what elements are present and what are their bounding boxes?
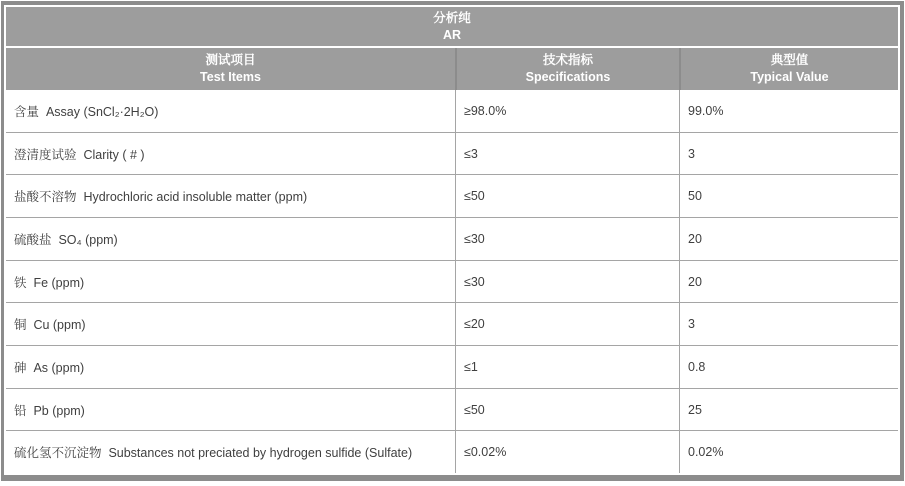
specification-cell: ≤20 bbox=[455, 303, 679, 345]
test-item-cell: 砷 As (ppm) bbox=[14, 360, 85, 375]
column-header-cn: 典型值 bbox=[770, 52, 809, 67]
table-row-sulfate bbox=[6, 218, 898, 261]
column-header-row bbox=[6, 48, 898, 90]
typical-value-cell: 3 bbox=[679, 133, 898, 175]
column-header-en: Specifications bbox=[525, 70, 611, 84]
specification-cell: ≤1 bbox=[455, 346, 679, 388]
table-body bbox=[6, 90, 898, 473]
specification-cell: ≤50 bbox=[455, 175, 679, 217]
test-item-cell: 盐酸不溶物 Hydrochloric acid insoluble matter (ppm) bbox=[14, 190, 308, 205]
grade-header-band bbox=[6, 7, 898, 46]
specification-cell: ≤3 bbox=[455, 133, 679, 175]
test-item-cell: 铜 Cu (ppm) bbox=[14, 318, 86, 333]
test-item-cell: 澄清度试验 Clarity ( # ) bbox=[14, 147, 145, 162]
column-header-test-items bbox=[6, 48, 455, 90]
test-item-cell: 硫化氢不沉淀物 Substances not preciated by hydrogen sulfide (Sulfate) bbox=[14, 446, 413, 461]
column-header-typical-value bbox=[679, 48, 898, 90]
column-header-en: Test Items bbox=[200, 70, 261, 84]
typical-value-cell: 20 bbox=[679, 261, 898, 303]
specification-cell: ≤30 bbox=[455, 261, 679, 303]
column-header-specifications bbox=[455, 48, 679, 90]
specification-cell: ≤0.02% bbox=[455, 431, 679, 473]
table-row-hydrogen-sulfide bbox=[6, 431, 898, 473]
test-item-cell: 铅 Pb (ppm) bbox=[14, 403, 85, 418]
typical-value-cell: 25 bbox=[679, 389, 898, 431]
test-item-cell: 含量 Assay (SnCl₂·2H₂O) bbox=[14, 104, 159, 119]
spec-table bbox=[1, 1, 904, 481]
grade-title-en: AR bbox=[442, 27, 462, 42]
table-row-arsenic bbox=[6, 346, 898, 389]
table-row-hcl-insoluble bbox=[6, 175, 898, 218]
table-row-iron bbox=[6, 261, 898, 304]
test-item-cell: 硫酸盐 SO₄ (ppm) bbox=[14, 232, 118, 247]
column-header-en: Typical Value bbox=[750, 70, 829, 84]
table-row-clarity bbox=[6, 133, 898, 176]
typical-value-cell: 0.02% bbox=[679, 431, 898, 473]
typical-value-cell: 20 bbox=[679, 218, 898, 260]
typical-value-cell: 99.0% bbox=[679, 90, 898, 132]
specification-cell: ≤50 bbox=[455, 389, 679, 431]
typical-value-cell: 0.8 bbox=[679, 346, 898, 388]
column-header-cn: 测试项目 bbox=[205, 52, 256, 67]
typical-value-cell: 3 bbox=[679, 303, 898, 345]
typical-value-cell: 50 bbox=[679, 175, 898, 217]
table-row-copper bbox=[6, 303, 898, 346]
table-row-lead bbox=[6, 389, 898, 432]
table-row-assay bbox=[6, 90, 898, 133]
specification-cell: ≤30 bbox=[455, 218, 679, 260]
column-header-cn: 技术指标 bbox=[542, 52, 593, 67]
grade-title-cn: 分析纯 bbox=[433, 10, 471, 25]
specification-cell: ≥98.0% bbox=[455, 90, 679, 132]
test-item-cell: 铁 Fe (ppm) bbox=[14, 275, 85, 290]
